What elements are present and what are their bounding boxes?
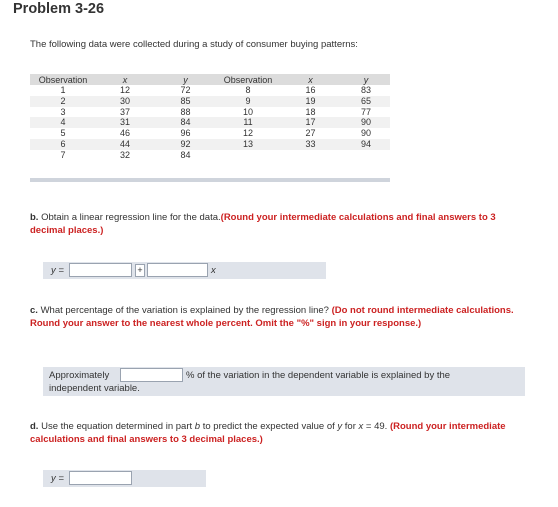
part-c-text: What percentage of the variation is explained by the regression line? [40,305,329,316]
table-bottom-bar [30,178,390,182]
table-cell: 4 [30,117,96,128]
table-cell: 37 [96,107,154,118]
table-cell: 18 [279,107,342,118]
table-cell: 30 [96,96,154,107]
part-c-suffix: % of the variation in the dependent variable is explained by the [186,370,451,381]
part-c-label: c. [30,305,38,316]
table-row [30,150,390,161]
intercept-input[interactable] [69,263,132,277]
table-cell: 44 [96,139,154,150]
table-row [30,107,390,118]
table-cell: 77 [342,107,390,118]
table-cell: 92 [154,139,217,150]
table-row [30,139,390,150]
table-cell: 90 [342,128,390,139]
header-x-2: x [279,74,342,85]
part-b-text: Obtain a linear regression line for the data. [41,212,221,223]
table-row [30,128,390,139]
table-cell: 84 [154,117,217,128]
slope-input[interactable] [147,263,208,277]
table-cell: 85 [154,96,217,107]
prediction-input[interactable] [69,471,132,485]
header-y-2: y [342,74,390,85]
table-cell: 96 [154,128,217,139]
table-cell: 6 [30,139,96,150]
part-b-question [30,212,530,237]
table-cell: 33 [279,139,342,150]
table-cell: 88 [154,107,217,118]
table-cell: 10 [217,107,279,118]
part-c-question [30,305,530,330]
page-title: Problem 3-26 [13,1,105,17]
table-cell [342,150,390,161]
table-cell: 11 [217,117,279,128]
table-cell: 32 [96,150,154,161]
part-d-label: d. [30,421,39,432]
table-cell: 72 [154,85,217,96]
table-row [30,85,390,96]
table-cell: 1 [30,85,96,96]
part-d-answer-bar [43,470,206,487]
header-x: x [96,74,154,85]
part-c-suffix-2: independent variable. [49,383,140,394]
plus-sign: + [135,264,145,277]
table-cell: 7 [30,150,96,161]
part-b-y-label: y = [51,265,64,276]
table-row [30,117,390,128]
table-cell: 16 [279,85,342,96]
table-cell: 13 [217,139,279,150]
part-d-text-x: x [358,421,364,432]
percentage-input[interactable] [120,368,183,382]
table-cell: 31 [96,117,154,128]
part-d-text-before: Use the equation determined in part [41,421,195,432]
data-table [30,74,390,161]
table-cell: 12 [96,85,154,96]
part-b-instruction: (Round your intermediate calculations and final answers to 3 decimal places.) [30,212,496,236]
table-cell: 90 [342,117,390,128]
table-cell: 83 [342,85,390,96]
table-cell: 5 [30,128,96,139]
header-observation: Observation [30,74,96,85]
part-d-y-label: y = [51,473,64,484]
table-cell: 17 [279,117,342,128]
part-d-instruction: (Round your intermediate calculations and final answers to 3 decimal places.) [30,421,506,445]
table-cell: 9 [217,96,279,107]
table-cell: 8 [217,85,279,96]
table-header-row [30,74,390,85]
table-cell [217,150,279,161]
header-y: y [154,74,217,85]
table-cell: 84 [154,150,217,161]
part-c-prefix: Approximately [49,370,110,381]
part-c-instruction: (Do not round intermediate calculations. Round your answer to the nearest whole percent. Omit the "%" sign in your response.) [30,305,514,329]
table-cell: 46 [96,128,154,139]
table-cell: 19 [279,96,342,107]
table-cell: 27 [279,128,342,139]
header-observation-2: Observation [217,74,279,85]
part-d-text-for: for [342,421,359,432]
part-d-text-b: b [194,421,201,432]
part-d-text-mid: to predict the expected value of [200,421,338,432]
part-d-text-y: y [337,421,343,432]
part-c-answer-bar [43,367,525,396]
table-row [30,96,390,107]
part-b-label: b. [30,212,39,223]
table-cell: 94 [342,139,390,150]
table-cell: 12 [217,128,279,139]
intro-text: The following data were collected during a study of consumer buying patterns: [30,39,358,50]
table-cell: 65 [342,96,390,107]
part-b-x-label: x [211,265,216,276]
table-cell: 3 [30,107,96,118]
table-cell: 2 [30,96,96,107]
table-cell [279,150,342,161]
part-d-text-after: = 49. [363,421,388,432]
part-b-answer-bar [43,262,326,279]
part-d-question [30,421,530,446]
